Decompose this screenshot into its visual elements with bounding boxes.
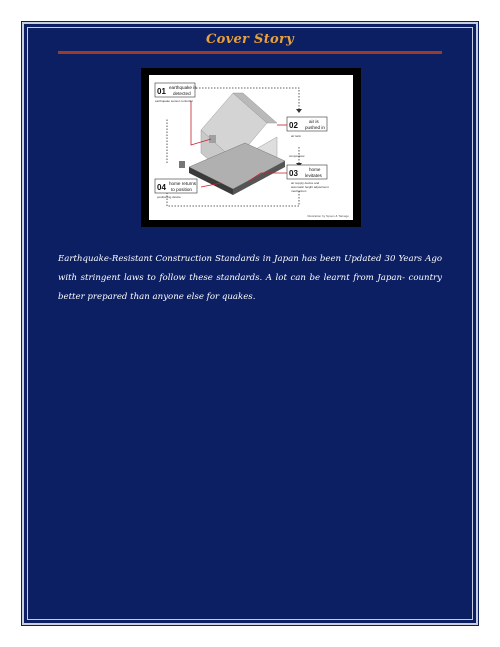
illustration-credit: Illustration by Spoon & Tamago <box>307 214 349 218</box>
house-levitation-diagram <box>149 75 353 220</box>
title-rule <box>58 51 442 54</box>
step2-number: 02 <box>289 121 298 130</box>
section-title: Cover Story <box>206 32 294 47</box>
document-page <box>22 22 478 625</box>
step4-label-line2: to position <box>171 187 192 192</box>
step3-caption-line2: automatic height adjustment <box>291 185 329 189</box>
step2-label-line2: pushed in <box>305 125 325 130</box>
step1-label-line2: detected <box>173 91 191 96</box>
step4-caption: positioning device <box>157 195 181 199</box>
step1-number: 01 <box>157 87 166 96</box>
step4-number: 04 <box>157 183 166 192</box>
step3-caption-line3: mechanism <box>291 189 307 193</box>
step3-label-line2: levitates <box>305 173 322 178</box>
step2-label-line1: air is <box>309 119 319 124</box>
step2-caption: air tank <box>291 134 301 138</box>
compressor-label: compressor <box>289 154 305 158</box>
step1-caption: earthquake sensor controller <box>155 99 194 103</box>
step3-caption-line1: air supply device and <box>291 181 320 185</box>
step1-label-line1: earthquake is <box>169 85 197 90</box>
step4-label-line1: home returns <box>169 181 197 186</box>
step3-number: 03 <box>289 169 298 178</box>
illustration-frame <box>141 68 361 227</box>
step3-label-line1: home <box>309 167 321 172</box>
article-paragraph: Earthquake-Resistant Construction Standards in Japan has been Updated 30 Years Ago with stringent laws to follow these standards. A lot can be learnt from Japan- country better prepared than anyone else for quakes. <box>58 254 442 302</box>
